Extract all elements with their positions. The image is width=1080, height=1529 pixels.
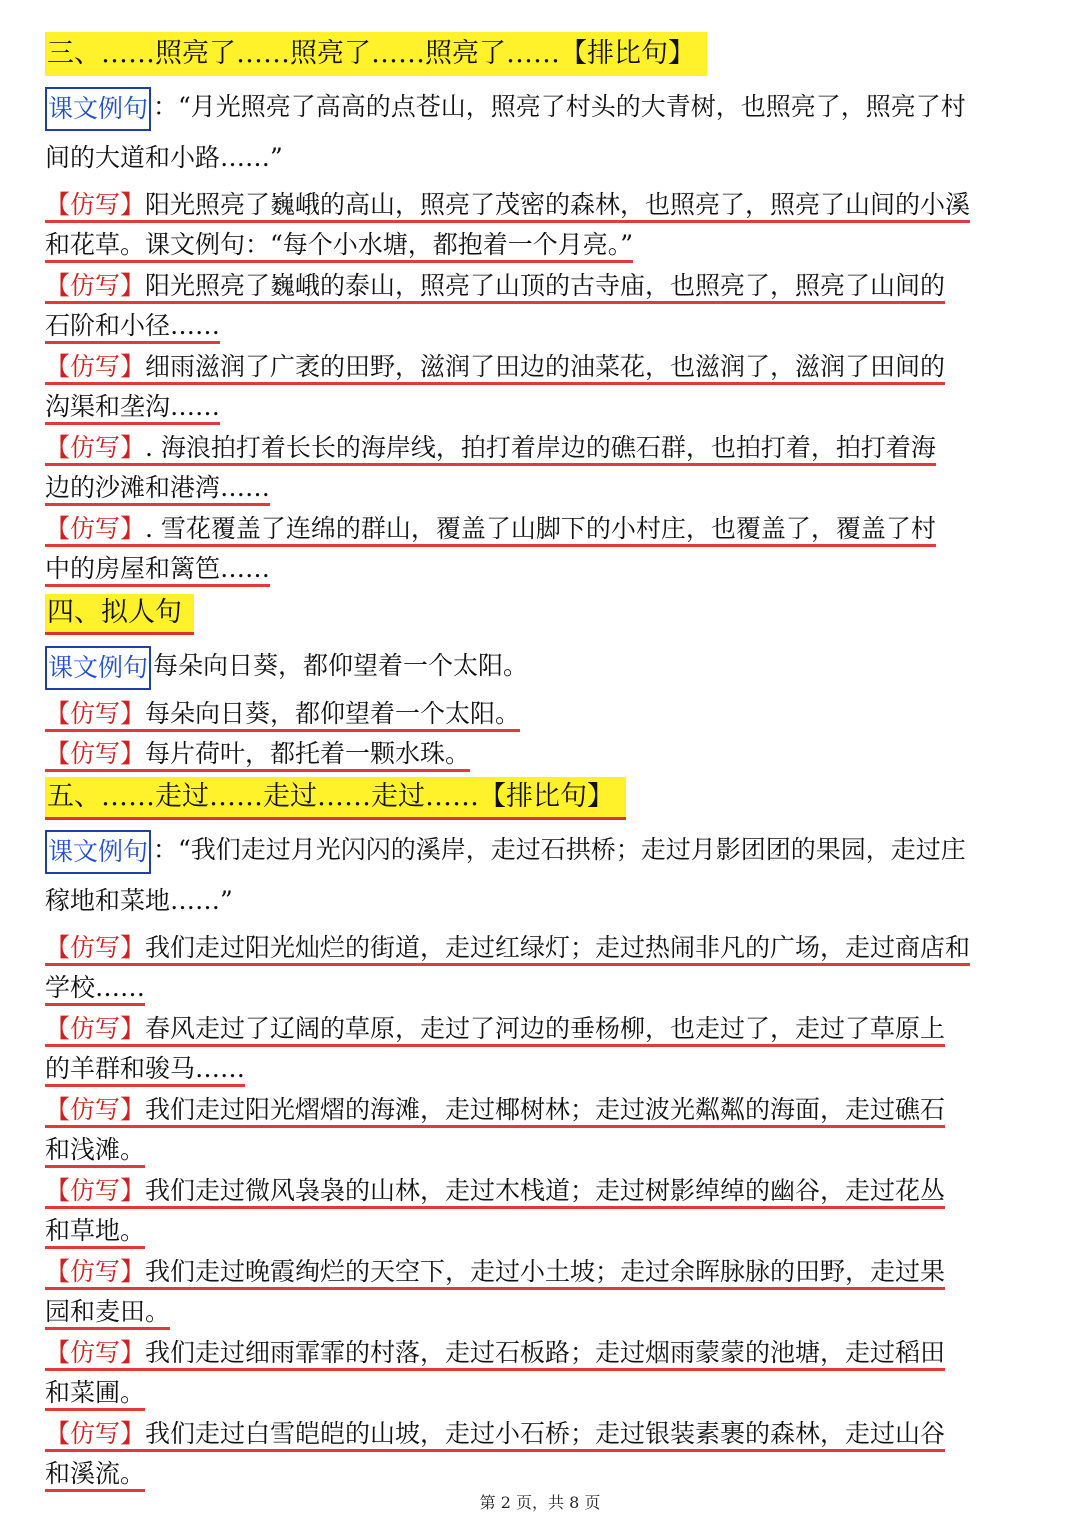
imitation-line: 石阶和小径…… xyxy=(45,306,220,346)
imitation-line: 的羊群和骏马…… xyxy=(45,1049,245,1089)
imitation-line: 【仿写】. 海浪拍打着长长的海岸线，拍打着岸边的礁石群，也拍打着，拍打着海 xyxy=(45,428,936,468)
example-tag: 课文例句 xyxy=(45,646,151,690)
example-line xyxy=(45,825,966,875)
section-heading-3: 三、……照亮了……照亮了……照亮了……【排比句】 xyxy=(45,32,707,76)
page-number-footer: 第 2 页，共 8 页 xyxy=(479,1493,601,1512)
imitation-line: 园和麦田。 xyxy=(45,1292,170,1332)
imitation-tag: 【仿写】 xyxy=(45,1419,145,1452)
section-heading-5: 五、……走过……走过……走过……【排比句】 xyxy=(45,777,626,820)
example-tag: 课文例句 xyxy=(45,830,151,874)
imitation-line: 【仿写】我们走过白雪皑皑的山坡，走过小石桥；走过银装素裹的森林，走过山谷 xyxy=(45,1414,945,1454)
example-text: ：“月光照亮了高高的点苍山，照亮了村头的大青树，也照亮了，照亮了村 xyxy=(153,92,966,121)
imitation-line: 中的房屋和篱笆…… xyxy=(45,549,270,589)
imitation-tag: 【仿写】 xyxy=(45,1338,145,1371)
imitation-line: 【仿写】每朵向日葵，都仰望着一个太阳。 xyxy=(45,694,520,734)
imitation-line: 【仿写】春风走过了辽阔的草原，走过了河边的垂杨柳，也走过了，走过了草原上 xyxy=(45,1009,945,1049)
example-line xyxy=(45,641,528,691)
imitation-line: 【仿写】细雨滋润了广袤的田野，滋润了田边的油菜花，也滋润了，滋润了田间的 xyxy=(45,347,945,387)
imitation-line: 【仿写】我们走过晚霞绚烂的天空下，走过小土坡；走过余晖脉脉的田野，走过果 xyxy=(45,1252,945,1292)
imitation-line: 【仿写】阳光照亮了巍峨的高山，照亮了茂密的森林，也照亮了，照亮了山间的小溪 xyxy=(45,185,970,225)
imitation-line: 和溪流。 xyxy=(45,1454,145,1494)
imitation-line: 学校…… xyxy=(45,968,145,1008)
imitation-line: 【仿写】我们走过阳光熠熠的海滩，走过椰树林；走过波光粼粼的海面，走过礁石 xyxy=(45,1090,945,1130)
imitation-line: 【仿写】每片荷叶，都托着一颗水珠。 xyxy=(45,734,470,774)
imitation-tag: 【仿写】 xyxy=(45,190,145,223)
imitation-line: 和花草。课文例句：“每个小水塘，都抱着一个月亮。” xyxy=(45,225,633,265)
imitation-tag: 【仿写】 xyxy=(45,514,145,547)
imitation-tag: 【仿写】 xyxy=(45,1095,145,1128)
imitation-line: 【仿写】我们走过细雨霏霏的村落，走过石板路；走过烟雨蒙蒙的池塘，走过稻田 xyxy=(45,1333,945,1373)
imitation-line: 【仿写】. 雪花覆盖了连绵的群山，覆盖了山脚下的小村庄，也覆盖了，覆盖了村 xyxy=(45,509,936,549)
example-tag: 课文例句 xyxy=(45,87,151,131)
example-text: 每朵向日葵，都仰望着一个太阳。 xyxy=(153,651,529,680)
section-heading-4: 四、拟人句 xyxy=(45,594,194,635)
example-text: ：“我们走过月光闪闪的溪岸，走过石拱桥；走过月影团团的果园，走过庄 xyxy=(153,835,966,864)
imitation-line: 和草地。 xyxy=(45,1211,145,1251)
imitation-tag: 【仿写】 xyxy=(45,1014,145,1047)
imitation-line: 【仿写】阳光照亮了巍峨的泰山，照亮了山顶的古寺庙，也照亮了，照亮了山间的 xyxy=(45,266,945,306)
imitation-line: 边的沙滩和港湾…… xyxy=(45,468,270,508)
imitation-line: 沟渠和垄沟…… xyxy=(45,387,220,427)
imitation-line: 【仿写】我们走过阳光灿烂的街道，走过红绿灯；走过热闹非凡的广场，走过商店和 xyxy=(45,928,970,968)
imitation-tag: 【仿写】 xyxy=(45,739,145,772)
imitation-tag: 【仿写】 xyxy=(45,433,145,466)
imitation-line: 和浅滩。 xyxy=(45,1130,145,1170)
imitation-tag: 【仿写】 xyxy=(45,699,145,732)
imitation-tag: 【仿写】 xyxy=(45,933,145,966)
imitation-tag: 【仿写】 xyxy=(45,1257,145,1290)
example-line: 间的大道和小路……” xyxy=(45,143,283,172)
example-line xyxy=(45,82,966,132)
imitation-tag: 【仿写】 xyxy=(45,1176,145,1209)
imitation-tag: 【仿写】 xyxy=(45,271,145,304)
imitation-tag: 【仿写】 xyxy=(45,352,145,385)
imitation-line: 【仿写】我们走过微风袅袅的山林，走过木栈道；走过树影绰绰的幽谷，走过花丛 xyxy=(45,1171,945,1211)
imitation-line: 和菜圃。 xyxy=(45,1373,145,1413)
example-line: 稼地和菜地……” xyxy=(45,886,233,915)
